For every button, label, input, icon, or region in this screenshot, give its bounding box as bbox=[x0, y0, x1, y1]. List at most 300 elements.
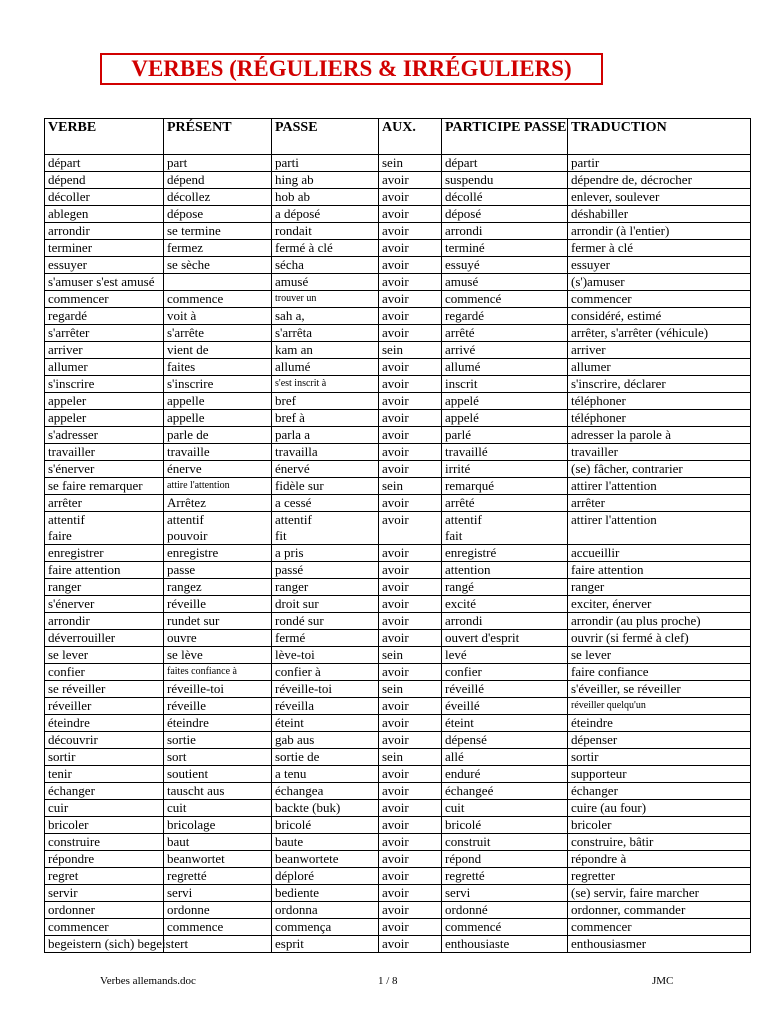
table-row bbox=[45, 308, 751, 325]
table-cell: parti bbox=[272, 155, 379, 172]
table-cell: rondait bbox=[272, 223, 379, 240]
table-cell: se réveiller bbox=[45, 681, 164, 698]
table-cell: essuyer bbox=[45, 257, 164, 274]
table-cell: avoir bbox=[379, 885, 442, 902]
table-row bbox=[45, 172, 751, 189]
table-cell: arrondir bbox=[45, 223, 164, 240]
table-cell: adresser la parole à bbox=[568, 427, 751, 444]
table-cell: commence bbox=[164, 919, 272, 936]
table-cell: sort bbox=[164, 749, 272, 766]
table-row bbox=[45, 562, 751, 579]
table-row bbox=[45, 766, 751, 783]
table-cell: fermez bbox=[164, 240, 272, 257]
table-cell: regretté bbox=[164, 868, 272, 885]
table-row bbox=[45, 274, 751, 291]
table-cell: travailler bbox=[568, 444, 751, 461]
table-cell: commencer bbox=[45, 291, 164, 308]
table-row bbox=[45, 291, 751, 308]
table-cell: irrité bbox=[442, 461, 568, 478]
table-cell: arrêter bbox=[568, 495, 751, 512]
table-cell: avoir bbox=[379, 223, 442, 240]
table-cell: sein bbox=[379, 647, 442, 664]
table-cell: exciter, énerver bbox=[568, 596, 751, 613]
table-cell: ranger bbox=[272, 579, 379, 596]
table-cell: rondé sur bbox=[272, 613, 379, 630]
table-cell: cuire (au four) bbox=[568, 800, 751, 817]
table-cell: enregistré bbox=[442, 545, 568, 562]
table-cell: réveille-toi bbox=[164, 681, 272, 698]
table-cell: ouvert d'esprit bbox=[442, 630, 568, 647]
table-row bbox=[45, 596, 751, 613]
table-cell: sein bbox=[379, 749, 442, 766]
table-cell: bricolage bbox=[164, 817, 272, 834]
table-cell: kam an bbox=[272, 342, 379, 359]
table-cell: s'arrêter bbox=[45, 325, 164, 342]
table-cell: amusé bbox=[272, 274, 379, 291]
table-cell: se termine bbox=[164, 223, 272, 240]
table-cell: beanwortete bbox=[272, 851, 379, 868]
table-cell: répondre bbox=[45, 851, 164, 868]
table-cell: avoir bbox=[379, 851, 442, 868]
table-row bbox=[45, 376, 751, 393]
table-cell: arrêté bbox=[442, 495, 568, 512]
table-cell: énerve bbox=[164, 461, 272, 478]
column-header: PRÉSENT bbox=[164, 119, 272, 155]
table-cell: s'arrêta bbox=[272, 325, 379, 342]
table-cell: appelé bbox=[442, 410, 568, 427]
table-cell: avoir bbox=[379, 495, 442, 512]
table-cell: appeler bbox=[45, 410, 164, 427]
table-cell: réveille bbox=[164, 596, 272, 613]
table-cell: décollez bbox=[164, 189, 272, 206]
table-cell: arriver bbox=[568, 342, 751, 359]
table-row bbox=[45, 359, 751, 376]
table-cell: ordonné bbox=[442, 902, 568, 919]
table-cell: fermé à clé bbox=[272, 240, 379, 257]
table-cell: travaille bbox=[164, 444, 272, 461]
table-cell: enlever, soulever bbox=[568, 189, 751, 206]
column-header: AUX. bbox=[379, 119, 442, 155]
table-cell: bricoler bbox=[45, 817, 164, 834]
table-cell: avoir bbox=[379, 427, 442, 444]
table-cell: téléphoner bbox=[568, 393, 751, 410]
table-cell: confier bbox=[442, 664, 568, 681]
table-cell: avoir bbox=[379, 359, 442, 376]
table-cell: attentif fit bbox=[272, 512, 379, 545]
table-cell: fermé bbox=[272, 630, 379, 647]
table-cell: avoir bbox=[379, 596, 442, 613]
table-cell: bricolé bbox=[442, 817, 568, 834]
table-cell: déposé bbox=[442, 206, 568, 223]
column-header: TRADUCTION bbox=[568, 119, 751, 155]
table-cell: bref à bbox=[272, 410, 379, 427]
table-row bbox=[45, 749, 751, 766]
table-cell: a tenu bbox=[272, 766, 379, 783]
table-cell: avoir bbox=[379, 919, 442, 936]
table-cell: avoir bbox=[379, 630, 442, 647]
table-cell: avoir bbox=[379, 257, 442, 274]
table-cell: travailla bbox=[272, 444, 379, 461]
table-cell: attentif pouvoir bbox=[164, 512, 272, 545]
table-cell: se sèche bbox=[164, 257, 272, 274]
table-cell: avoir bbox=[379, 545, 442, 562]
table-cell: ouvrir (si fermé à clef) bbox=[568, 630, 751, 647]
table-cell: arrêté bbox=[442, 325, 568, 342]
table-cell: s'inscrire, déclarer bbox=[568, 376, 751, 393]
table-cell: avoir bbox=[379, 325, 442, 342]
table-cell: regretter bbox=[568, 868, 751, 885]
table-cell: regardé bbox=[442, 308, 568, 325]
table-cell: bref bbox=[272, 393, 379, 410]
table-cell: avoir bbox=[379, 800, 442, 817]
table-cell: s'adresser bbox=[45, 427, 164, 444]
table-row bbox=[45, 613, 751, 630]
table-cell: sortie bbox=[164, 732, 272, 749]
table-cell: regardé bbox=[45, 308, 164, 325]
table-cell: tauscht aus bbox=[164, 783, 272, 800]
table-cell: parlé bbox=[442, 427, 568, 444]
table-row bbox=[45, 630, 751, 647]
table-cell: construit bbox=[442, 834, 568, 851]
table-cell: attirer l'attention bbox=[568, 512, 751, 545]
document-title-box bbox=[100, 53, 603, 85]
table-cell: téléphoner bbox=[568, 410, 751, 427]
table-cell: sein bbox=[379, 681, 442, 698]
table-cell: répond bbox=[442, 851, 568, 868]
table-cell: cuit bbox=[164, 800, 272, 817]
table-cell: commença bbox=[272, 919, 379, 936]
table-cell: inscrit bbox=[442, 376, 568, 393]
table-cell: arrivé bbox=[442, 342, 568, 359]
table-cell: réveilla bbox=[272, 698, 379, 715]
table-row bbox=[45, 189, 751, 206]
table-cell: trouver un bbox=[272, 291, 379, 308]
table-cell: sein bbox=[379, 342, 442, 359]
table-cell: part bbox=[164, 155, 272, 172]
table-row bbox=[45, 325, 751, 342]
table-cell: arrêter, s'arrêter (véhicule) bbox=[568, 325, 751, 342]
table-cell: hob ab bbox=[272, 189, 379, 206]
table-cell: s'amuser s'est amusé bbox=[45, 274, 164, 291]
table-cell: avoir bbox=[379, 766, 442, 783]
table-cell: réveiller bbox=[45, 698, 164, 715]
table-cell: essuyé bbox=[442, 257, 568, 274]
table-cell: allumé bbox=[442, 359, 568, 376]
table-cell: avoir bbox=[379, 817, 442, 834]
table-cell: attirer l'attention bbox=[568, 478, 751, 495]
table-cell: commencé bbox=[442, 291, 568, 308]
table-cell: (se) servir, faire marcher bbox=[568, 885, 751, 902]
table-cell: dépose bbox=[164, 206, 272, 223]
table-cell: passe bbox=[164, 562, 272, 579]
table-cell: avoir bbox=[379, 562, 442, 579]
table-cell: (se) fâcher, contrarier bbox=[568, 461, 751, 478]
table-row bbox=[45, 444, 751, 461]
table-cell: se lever bbox=[568, 647, 751, 664]
table-cell: se lever bbox=[45, 647, 164, 664]
table-row bbox=[45, 715, 751, 732]
table-row bbox=[45, 851, 751, 868]
table-cell: échanger bbox=[568, 783, 751, 800]
table-cell: hing ab bbox=[272, 172, 379, 189]
table-cell: construire bbox=[45, 834, 164, 851]
table-row bbox=[45, 868, 751, 885]
table-cell: avoir bbox=[379, 461, 442, 478]
table-cell: décollé bbox=[442, 189, 568, 206]
table-cell: avoir bbox=[379, 274, 442, 291]
table-cell: vient de bbox=[164, 342, 272, 359]
table-cell: sortie de bbox=[272, 749, 379, 766]
table-cell: ordonne bbox=[164, 902, 272, 919]
table-row bbox=[45, 936, 751, 953]
table-cell: se lève bbox=[164, 647, 272, 664]
column-header: PASSE bbox=[272, 119, 379, 155]
table-cell: sortir bbox=[568, 749, 751, 766]
table-row bbox=[45, 834, 751, 851]
table-cell: commencer bbox=[568, 919, 751, 936]
table-row bbox=[45, 681, 751, 698]
table-cell: a cessé bbox=[272, 495, 379, 512]
table-cell: attention bbox=[442, 562, 568, 579]
table-cell: avoir bbox=[379, 579, 442, 596]
table-cell: commencé bbox=[442, 919, 568, 936]
document-title: VERBES (RÉGULIERS & IRRÉGULIERS) bbox=[131, 56, 572, 81]
table-row bbox=[45, 240, 751, 257]
table-cell: Arrêtez bbox=[164, 495, 272, 512]
table-cell: ordonner bbox=[45, 902, 164, 919]
table-cell: avoir bbox=[379, 410, 442, 427]
table-cell: allumer bbox=[45, 359, 164, 376]
table-cell: considéré, estimé bbox=[568, 308, 751, 325]
table-cell: servi bbox=[442, 885, 568, 902]
table-row bbox=[45, 664, 751, 681]
table-row bbox=[45, 223, 751, 240]
table-cell: dépendre de, décrocher bbox=[568, 172, 751, 189]
table-cell: attire l'attention bbox=[164, 478, 272, 495]
table-cell: arrondir bbox=[45, 613, 164, 630]
table-row bbox=[45, 155, 751, 172]
table-cell: départ bbox=[45, 155, 164, 172]
table-cell: esprit bbox=[272, 936, 379, 953]
table-row bbox=[45, 512, 751, 545]
table-cell: réveille bbox=[164, 698, 272, 715]
table-cell: ouvre bbox=[164, 630, 272, 647]
table-cell: begeistern (sich) begeistert bbox=[45, 936, 164, 953]
verb-table bbox=[44, 118, 751, 953]
table-cell: servir bbox=[45, 885, 164, 902]
table-cell: confier à bbox=[272, 664, 379, 681]
table-cell: dépenser bbox=[568, 732, 751, 749]
table-cell: passé bbox=[272, 562, 379, 579]
table-cell: remarqué bbox=[442, 478, 568, 495]
table-cell: avoir bbox=[379, 902, 442, 919]
table-cell: backte (buk) bbox=[272, 800, 379, 817]
table-cell: avoir bbox=[379, 189, 442, 206]
table-cell: baute bbox=[272, 834, 379, 851]
table-cell: sein bbox=[379, 155, 442, 172]
table-cell: regretté bbox=[442, 868, 568, 885]
table-row bbox=[45, 427, 751, 444]
table-cell: appelé bbox=[442, 393, 568, 410]
table-cell: avoir bbox=[379, 868, 442, 885]
table-cell: arrondi bbox=[442, 223, 568, 240]
table-cell: commencer bbox=[568, 291, 751, 308]
table-cell: appelle bbox=[164, 393, 272, 410]
table-cell: éteint bbox=[442, 715, 568, 732]
table-row bbox=[45, 647, 751, 664]
table-cell: enduré bbox=[442, 766, 568, 783]
table-cell: éteindre bbox=[568, 715, 751, 732]
table-cell: ranger bbox=[45, 579, 164, 596]
table-row bbox=[45, 885, 751, 902]
table-cell: déshabiller bbox=[568, 206, 751, 223]
table-cell: avoir bbox=[379, 206, 442, 223]
table-cell: découvrir bbox=[45, 732, 164, 749]
table-cell: allumer bbox=[568, 359, 751, 376]
table-cell: allumé bbox=[272, 359, 379, 376]
table-cell: sah a, bbox=[272, 308, 379, 325]
table-cell: éteindre bbox=[164, 715, 272, 732]
table-cell: avoir bbox=[379, 664, 442, 681]
table-cell: enthousiasmer bbox=[568, 936, 751, 953]
table-cell: bediente bbox=[272, 885, 379, 902]
table-cell: échangea bbox=[272, 783, 379, 800]
table-cell: avoir bbox=[379, 698, 442, 715]
table-cell: appeler bbox=[45, 393, 164, 410]
table-cell: suspendu bbox=[442, 172, 568, 189]
table-cell: avoir bbox=[379, 936, 442, 953]
table-cell: fermer à clé bbox=[568, 240, 751, 257]
table-row bbox=[45, 545, 751, 562]
table-cell: servi bbox=[164, 885, 272, 902]
table-cell: échanger bbox=[45, 783, 164, 800]
table-cell: terminé bbox=[442, 240, 568, 257]
table-row bbox=[45, 919, 751, 936]
table-cell: s'arrête bbox=[164, 325, 272, 342]
table-cell: parla a bbox=[272, 427, 379, 444]
table-cell: déploré bbox=[272, 868, 379, 885]
table-cell: ablegen bbox=[45, 206, 164, 223]
table-cell: déverrouiller bbox=[45, 630, 164, 647]
table-cell: a pris bbox=[272, 545, 379, 562]
table-cell: commence bbox=[164, 291, 272, 308]
table-cell: sécha bbox=[272, 257, 379, 274]
table-cell: départ bbox=[442, 155, 568, 172]
table-cell: amusé bbox=[442, 274, 568, 291]
table-row bbox=[45, 495, 751, 512]
footer-filename: Verbes allemands.doc bbox=[100, 975, 196, 987]
table-cell: éteint bbox=[272, 715, 379, 732]
table-cell: enregistrer bbox=[45, 545, 164, 562]
table-cell: a déposé bbox=[272, 206, 379, 223]
table-cell: voit à bbox=[164, 308, 272, 325]
table-cell: avoir bbox=[379, 732, 442, 749]
table-cell: rangez bbox=[164, 579, 272, 596]
table-cell: arriver bbox=[45, 342, 164, 359]
table-cell: répondre à bbox=[568, 851, 751, 868]
table-cell: lève-toi bbox=[272, 647, 379, 664]
table-cell: échangeé bbox=[442, 783, 568, 800]
table-cell: s'éveiller, se réveiller bbox=[568, 681, 751, 698]
table-cell: supporteur bbox=[568, 766, 751, 783]
table-cell: soutient bbox=[164, 766, 272, 783]
table-cell: dépend bbox=[164, 172, 272, 189]
table-row bbox=[45, 206, 751, 223]
table-row bbox=[45, 732, 751, 749]
table-cell: travailler bbox=[45, 444, 164, 461]
table-cell: (s')amuser bbox=[568, 274, 751, 291]
table-cell: enthousiaste bbox=[442, 936, 568, 953]
table-row bbox=[45, 257, 751, 274]
table-cell: confier bbox=[45, 664, 164, 681]
table-cell: cuit bbox=[442, 800, 568, 817]
table-row bbox=[45, 342, 751, 359]
table-cell: sein bbox=[379, 478, 442, 495]
table-cell: s'est inscrit à bbox=[272, 376, 379, 393]
table-cell: s'inscrire bbox=[45, 376, 164, 393]
table-row bbox=[45, 800, 751, 817]
table-cell: droit sur bbox=[272, 596, 379, 613]
table-cell: bricoler bbox=[568, 817, 751, 834]
table-cell: énervé bbox=[272, 461, 379, 478]
table-row bbox=[45, 478, 751, 495]
table-cell: avoir bbox=[379, 376, 442, 393]
table-cell: s'inscrire bbox=[164, 376, 272, 393]
table-cell: faites bbox=[164, 359, 272, 376]
table-row bbox=[45, 410, 751, 427]
table-cell: fidèle sur bbox=[272, 478, 379, 495]
table-cell: dépensé bbox=[442, 732, 568, 749]
table-cell: avoir bbox=[379, 172, 442, 189]
table-cell: levé bbox=[442, 647, 568, 664]
table-cell: avoir bbox=[379, 834, 442, 851]
table-row bbox=[45, 393, 751, 410]
table-cell: ranger bbox=[568, 579, 751, 596]
table-cell: commencer bbox=[45, 919, 164, 936]
table-cell: allé bbox=[442, 749, 568, 766]
table-cell: regret bbox=[45, 868, 164, 885]
table-cell: avoir bbox=[379, 444, 442, 461]
table-cell: cuir bbox=[45, 800, 164, 817]
table-cell: avoir bbox=[379, 613, 442, 630]
table-cell: s'énerver bbox=[45, 596, 164, 613]
table-cell: réveillé bbox=[442, 681, 568, 698]
table-cell: sortir bbox=[45, 749, 164, 766]
table-cell: avoir bbox=[379, 291, 442, 308]
table-cell: avoir bbox=[379, 783, 442, 800]
table-row bbox=[45, 579, 751, 596]
column-header: VERBE bbox=[45, 119, 164, 155]
footer-page-number: 1 / 8 bbox=[378, 975, 398, 987]
table-cell: bricolé bbox=[272, 817, 379, 834]
table-cell: baut bbox=[164, 834, 272, 851]
table-cell: éveillé bbox=[442, 698, 568, 715]
table-cell: réveille-toi bbox=[272, 681, 379, 698]
table-cell: rangé bbox=[442, 579, 568, 596]
table-cell: rundet sur bbox=[164, 613, 272, 630]
table-cell: parle de bbox=[164, 427, 272, 444]
table-cell: ordonner, commander bbox=[568, 902, 751, 919]
table-cell: faire confiance bbox=[568, 664, 751, 681]
table-cell: s'énerver bbox=[45, 461, 164, 478]
table-cell: enregistre bbox=[164, 545, 272, 562]
table-cell bbox=[164, 274, 272, 291]
table-cell: faire attention bbox=[45, 562, 164, 579]
table-cell: éteindre bbox=[45, 715, 164, 732]
table-cell: ordonna bbox=[272, 902, 379, 919]
table-cell: attentif fait bbox=[442, 512, 568, 545]
table-cell: terminer bbox=[45, 240, 164, 257]
